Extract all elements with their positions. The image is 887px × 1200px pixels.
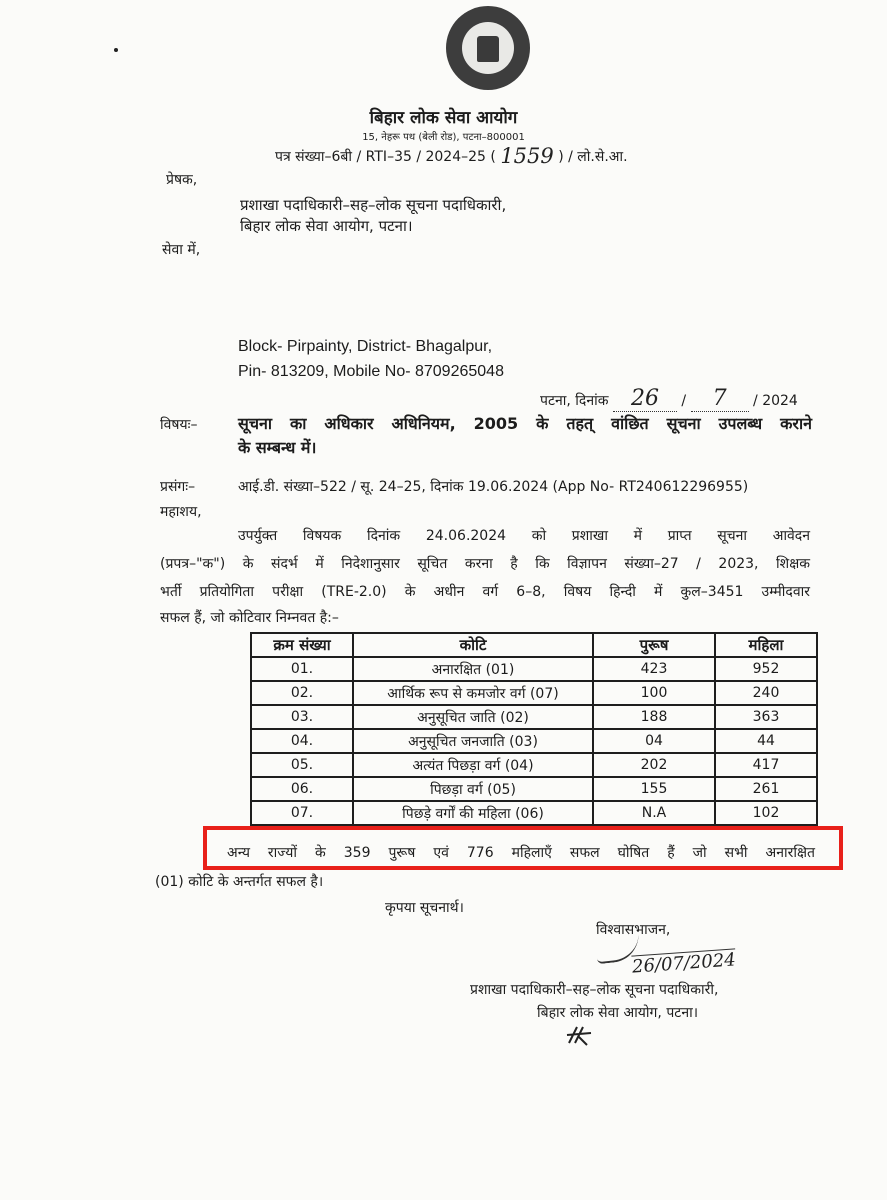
body-line3: भर्ती प्रतियोगिता परीक्षा (TRE-2.0) के अधीन वर्ग 6–8, विषय हिन्दी में कुल–3451 उम्मीदवार: [160, 584, 810, 600]
designation-line2: बिहार लोक सेवा आयोग, पटना।: [537, 1005, 699, 1021]
cell-category: पिछड़ा वर्ग (05): [353, 777, 593, 801]
cell-male: 04: [593, 729, 715, 753]
cell-female: 363: [715, 705, 817, 729]
table-row: [251, 777, 817, 801]
initials-mark: [565, 1023, 595, 1047]
sender-line2: बिहार लोक सेवा आयोग, पटना।: [240, 217, 413, 235]
table-row: [251, 657, 817, 681]
cell-female: 261: [715, 777, 817, 801]
recipient-line1: Block- Pirpainty, District- Bhagalpur,: [238, 338, 493, 355]
subject-line2: के सम्बन्ध में।: [238, 438, 317, 457]
reference-label: प्रसंगः–: [160, 479, 196, 495]
cell-female: 240: [715, 681, 817, 705]
highlight-continuation: (01) कोटि के अन्तर्गत सफल है।: [155, 874, 324, 890]
table-row: [251, 681, 817, 705]
letter-number-prefix: पत्र संख्या–6बी / RTI–35 / 2024–25 (: [275, 149, 496, 165]
header-category: कोटि: [353, 633, 593, 657]
table-row: [251, 705, 817, 729]
info-line: कृपया सूचनार्थ।: [385, 900, 464, 916]
signature-date: 26/07/2024: [631, 949, 737, 978]
cell-female: 44: [715, 729, 817, 753]
cell-male: 202: [593, 753, 715, 777]
table-row: [251, 753, 817, 777]
body-line2: (प्रपत्र–"क") के संदर्भ में निदेशानुसार सूचित करना है कि विज्ञापन संख्या–27 / 2023, शिक्षक: [160, 556, 810, 572]
reference-text: आई.डी. संख्या–522 / सू. 24–25, दिनांक 19.06.2024 (App No- RT240612296955): [238, 479, 749, 495]
cell-male: 188: [593, 705, 715, 729]
body-line4: सफल हैं, जो कोटिवार निम्नवत है:–: [160, 610, 339, 626]
cell-category: अनुसूचित जाति (02): [353, 705, 593, 729]
org-name: बिहार लोक सेवा आयोग: [369, 108, 518, 128]
table-row: [251, 729, 817, 753]
cell-serial: 06.: [251, 777, 353, 801]
category-table: [250, 632, 818, 826]
cell-female: 417: [715, 753, 817, 777]
table-row: [251, 801, 817, 825]
cell-male: 423: [593, 657, 715, 681]
recipient-line2: Pin- 813209, Mobile No- 8709265048: [238, 363, 504, 380]
recipient-label: सेवा में,: [162, 242, 201, 258]
letter-date: पटना, दिनांक 26 / 7 / 2024: [540, 386, 798, 411]
cell-serial: 07.: [251, 801, 353, 825]
date-day: 26: [613, 386, 677, 412]
subject-line1: सूचना का अधिकार अधिनियम, 2005 के तहत् वांछित सूचना उपलब्ध कराने: [238, 414, 812, 433]
cell-male: 155: [593, 777, 715, 801]
subject-label: विषयः–: [160, 417, 198, 433]
cell-serial: 05.: [251, 753, 353, 777]
header-male: पुरूष: [593, 633, 715, 657]
date-year: / 2024: [753, 393, 798, 409]
cell-male: N.A: [593, 801, 715, 825]
highlight-text: अन्य राज्यों के 359 पुरूष एवं 776 महिलाएँ सफल घोषित हैं जो सभी अनारक्षित: [227, 845, 815, 861]
date-prefix: पटना, दिनांक: [540, 393, 609, 409]
body-line1: उपर्युक्त विषयक दिनांक 24.06.2024 को प्रशाखा में प्राप्त सूचना आवेदन: [238, 528, 810, 544]
letter-number-suffix: ) / लो.से.आ.: [558, 149, 628, 165]
cell-category: अनुसूचित जनजाति (03): [353, 729, 593, 753]
cell-category: पिछड़े वर्गों की महिला (06): [353, 801, 593, 825]
cell-serial: 03.: [251, 705, 353, 729]
cell-serial: 02.: [251, 681, 353, 705]
cell-category: आर्थिक रूप से कमजोर वर्ग (07): [353, 681, 593, 705]
date-month: 7: [691, 386, 749, 412]
sender-line1: प्रशाखा पदाधिकारी–सह–लोक सूचना पदाधिकारी,: [240, 196, 507, 214]
sender-label: प्रेषक,: [166, 172, 198, 188]
cell-serial: 04.: [251, 729, 353, 753]
cell-male: 100: [593, 681, 715, 705]
designation-line1: प्रशाखा पदाधिकारी–सह–लोक सूचना पदाधिकारी,: [470, 982, 719, 998]
regards: विश्वासभाजन,: [596, 922, 671, 938]
cell-category: अत्यंत पिछड़ा वर्ग (04): [353, 753, 593, 777]
salutation: महाशय,: [160, 504, 202, 520]
header-serial: क्रम संख्या: [251, 633, 353, 657]
cell-serial: 01.: [251, 657, 353, 681]
cell-female: 102: [715, 801, 817, 825]
letter-number: [275, 142, 628, 166]
ashoka-emblem-icon: [477, 36, 499, 62]
speck-mark: [114, 48, 118, 52]
letter-number-handwritten: 1559: [500, 144, 554, 168]
org-address: 15, नेहरू पथ (बेली रोड), पटना–800001: [362, 132, 525, 143]
header-female: महिला: [715, 633, 817, 657]
cell-female: 952: [715, 657, 817, 681]
table-header-row: [251, 633, 817, 657]
cell-category: अनारक्षित (01): [353, 657, 593, 681]
